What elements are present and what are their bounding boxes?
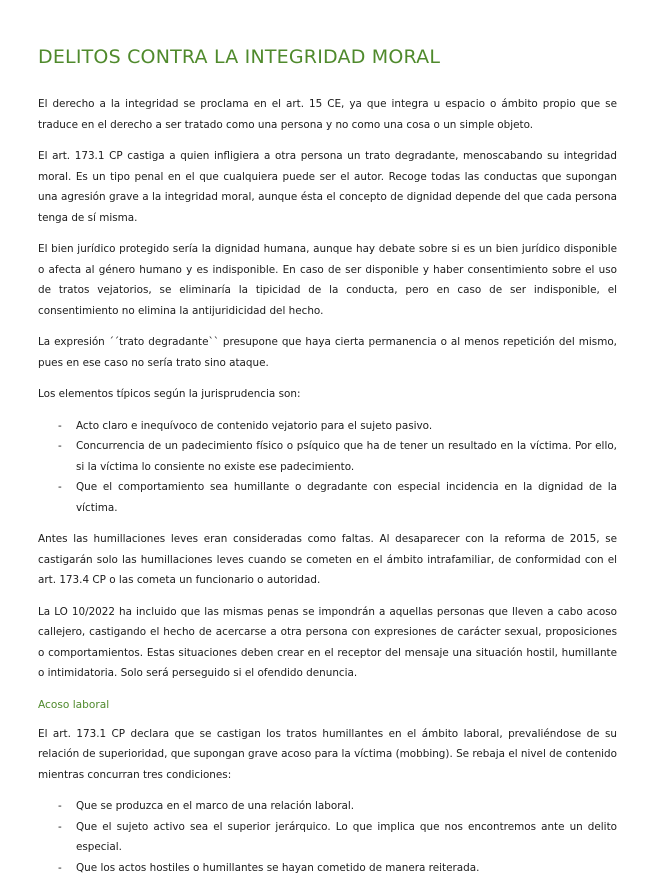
list-item-text: Que el sujeto activo sea el superior jerárquico. Lo que implica que nos encontremos ante un delito especial. bbox=[76, 821, 617, 854]
list-item-text: Que los actos hostiles o humillantes se hayan cometido de manera reiterada. bbox=[76, 862, 479, 874]
list-item-text: Concurrencia de un padecimiento físico o psíquico que ha de tener un resultado en la víctima. Por ello, si la víctima lo consiente no existe ese padecimiento. bbox=[76, 440, 617, 473]
paragraph-trato-degradante: La expresión ´´trato degradante`` presupone que haya cierta permanencia o al menos repetición del mismo, pues en ese caso no sería trato sino ataque. bbox=[38, 332, 617, 373]
bullet-dash: - bbox=[58, 416, 62, 437]
bullet-dash: - bbox=[58, 436, 62, 457]
bullet-dash: - bbox=[58, 858, 62, 878]
list-item bbox=[38, 817, 617, 858]
list-item bbox=[38, 436, 617, 477]
conditions-list bbox=[38, 796, 617, 878]
paragraph-bien-juridico: El bien jurídico protegido sería la dignidad humana, aunque hay debate sobre si es un bien jurídico disponible o afecta al género humano y es indisponible. En caso de ser disponible y haber consentimiento sobre el uso de tratos vejatorios, se eliminaría la tipicidad de la conducta, pero en caso de ser indisponible, el consentimiento no elimina la antijuridicidad del hecho. bbox=[38, 239, 617, 321]
bullet-dash: - bbox=[58, 817, 62, 838]
list-item bbox=[38, 416, 617, 437]
list-item-text: Que se produzca en el marco de una relación laboral. bbox=[76, 800, 354, 812]
paragraph-lo-10-2022: La LO 10/2022 ha incluido que las mismas penas se impondrán a aquellas personas que lleven a cabo acoso callejero, castigando el hecho de acercarse a otra persona con expresiones de carácter sexual, proposiciones o comportamientos. Estas situaciones deben crear en el receptor del mensaje una situación hostil, humillante o intimidatoria. Solo será perseguido si el ofendido denuncia. bbox=[38, 602, 617, 684]
paragraph-elementos-intro: Los elementos típicos según la jurisprudencia son: bbox=[38, 384, 617, 405]
list-item-text: Que el comportamiento sea humillante o degradante con especial incidencia en la dignidad de la víctima. bbox=[76, 481, 617, 514]
list-item bbox=[38, 796, 617, 817]
paragraph-art-173-1: El art. 173.1 CP castiga a quien infligiera a otra persona un trato degradante, menoscabando su integridad moral. Es un tipo penal en el que cualquiera puede ser el autor. Recoge todas las conductas que supongan una agresión grave a la integridad moral, aunque ésta el concepto de dignidad depende del que cada persona tenga de sí misma. bbox=[38, 146, 617, 228]
list-item bbox=[38, 858, 617, 878]
list-item-text: Acto claro e inequívoco de contenido vejatorio para el sujeto pasivo. bbox=[76, 420, 432, 432]
bullet-dash: - bbox=[58, 796, 62, 817]
paragraph-humillaciones-leves: Antes las humillaciones leves eran consideradas como faltas. Al desaparecer con la reforma de 2015, se castigarán solo las humillaciones leves cuando se cometen en el ámbito intrafamiliar, de conformidad con el art. 173.4 CP o las cometa un funcionario o autoridad. bbox=[38, 529, 617, 591]
bullet-dash: - bbox=[58, 477, 62, 498]
section-heading-acoso-laboral: Acoso laboral bbox=[38, 695, 617, 715]
list-item bbox=[38, 477, 617, 518]
elements-list bbox=[38, 416, 617, 519]
paragraph-acoso-laboral: El art. 173.1 CP declara que se castigan los tratos humillantes en el ámbito laboral, prevaliéndose de su relación de superioridad, que supongan grave acoso para la víctima (mobbing). Se rebaja el nivel de contenido mientras concurran tres condiciones: bbox=[38, 724, 617, 786]
paragraph-integrity-ce: El derecho a la integridad se proclama en el art. 15 CE, ya que integra u espacio o ámbito propio que se traduce en el derecho a ser tratado como una persona y no como una cosa o un simple objeto. bbox=[38, 94, 617, 135]
page-title: DELITOS CONTRA LA INTEGRIDAD MORAL bbox=[38, 44, 617, 70]
